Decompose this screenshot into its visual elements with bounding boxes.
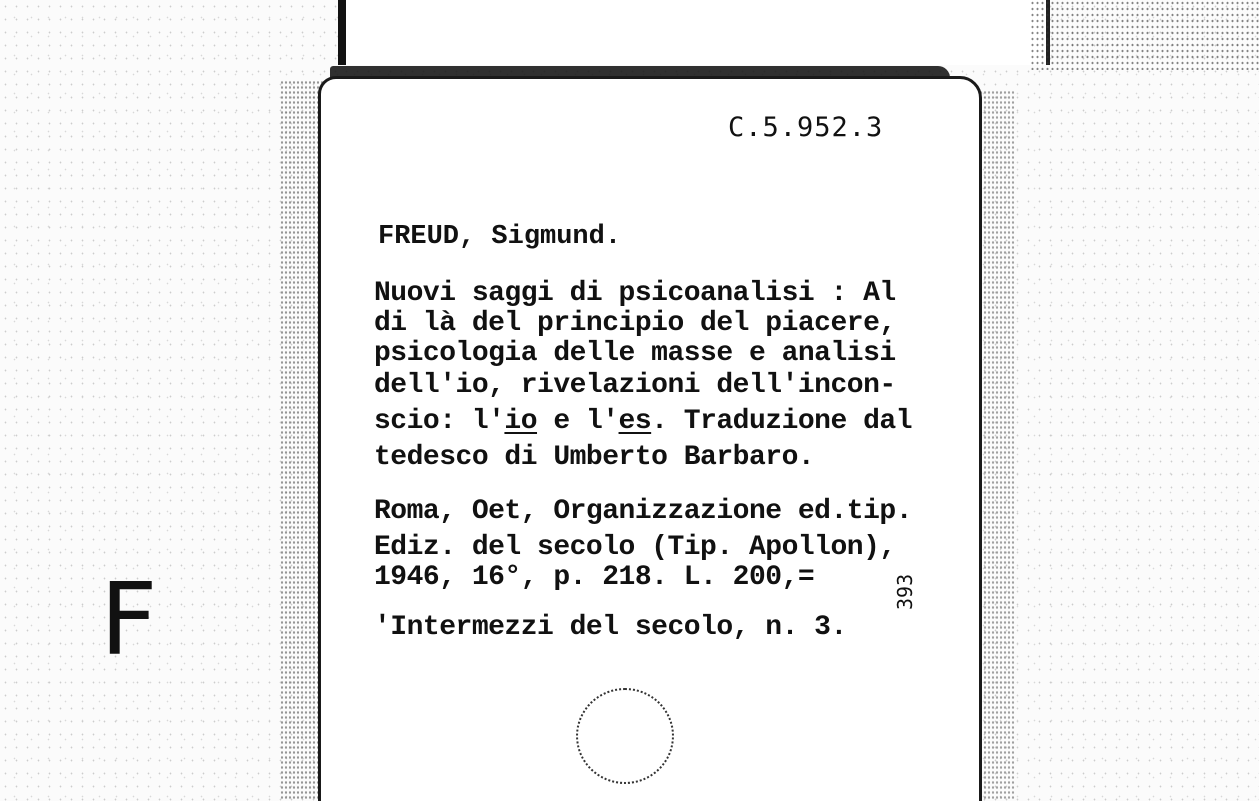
title-line-5-c: e l' (537, 406, 619, 437)
call-number: C.5.952.3 (728, 112, 884, 143)
title-line-1: Nuovi saggi di psicoanalisi : Al (374, 278, 896, 309)
title-line-2: di là del principio del piacere, (374, 308, 896, 339)
title-line-4: dell'io, rivelazioni dell'incon- (374, 370, 896, 401)
title-line-6: tedesco di Umberto Barbaro. (374, 442, 815, 473)
series-line: 'Intermezzi del secolo, n. 3. (374, 612, 847, 643)
catalog-card (318, 76, 982, 801)
vertical-number: 393 (893, 573, 917, 610)
title-line-5-e: . Traduzione dal (651, 406, 912, 437)
title-line-5-io: io (504, 406, 538, 437)
imprint-line-2: Ediz. del secolo (Tip. Apollon), (374, 532, 896, 563)
imprint-line-1: Roma, Oet, Organizzazione ed.tip. (374, 496, 912, 527)
scan-grain (1030, 0, 1259, 70)
imprint-line-3: 1946, 16°, p. 218. L. 200,= (374, 562, 815, 593)
title-line-5-es: es (618, 406, 652, 437)
card-behind (338, 0, 1050, 65)
author-heading: FREUD, Sigmund. (378, 222, 622, 252)
title-line-5-a: scio: l' (374, 406, 505, 437)
title-line-3: psicologia delle masse e analisi (374, 338, 896, 369)
margin-letter: F (100, 561, 158, 678)
card-punch-hole (576, 688, 674, 784)
title-line-5 (374, 406, 912, 437)
